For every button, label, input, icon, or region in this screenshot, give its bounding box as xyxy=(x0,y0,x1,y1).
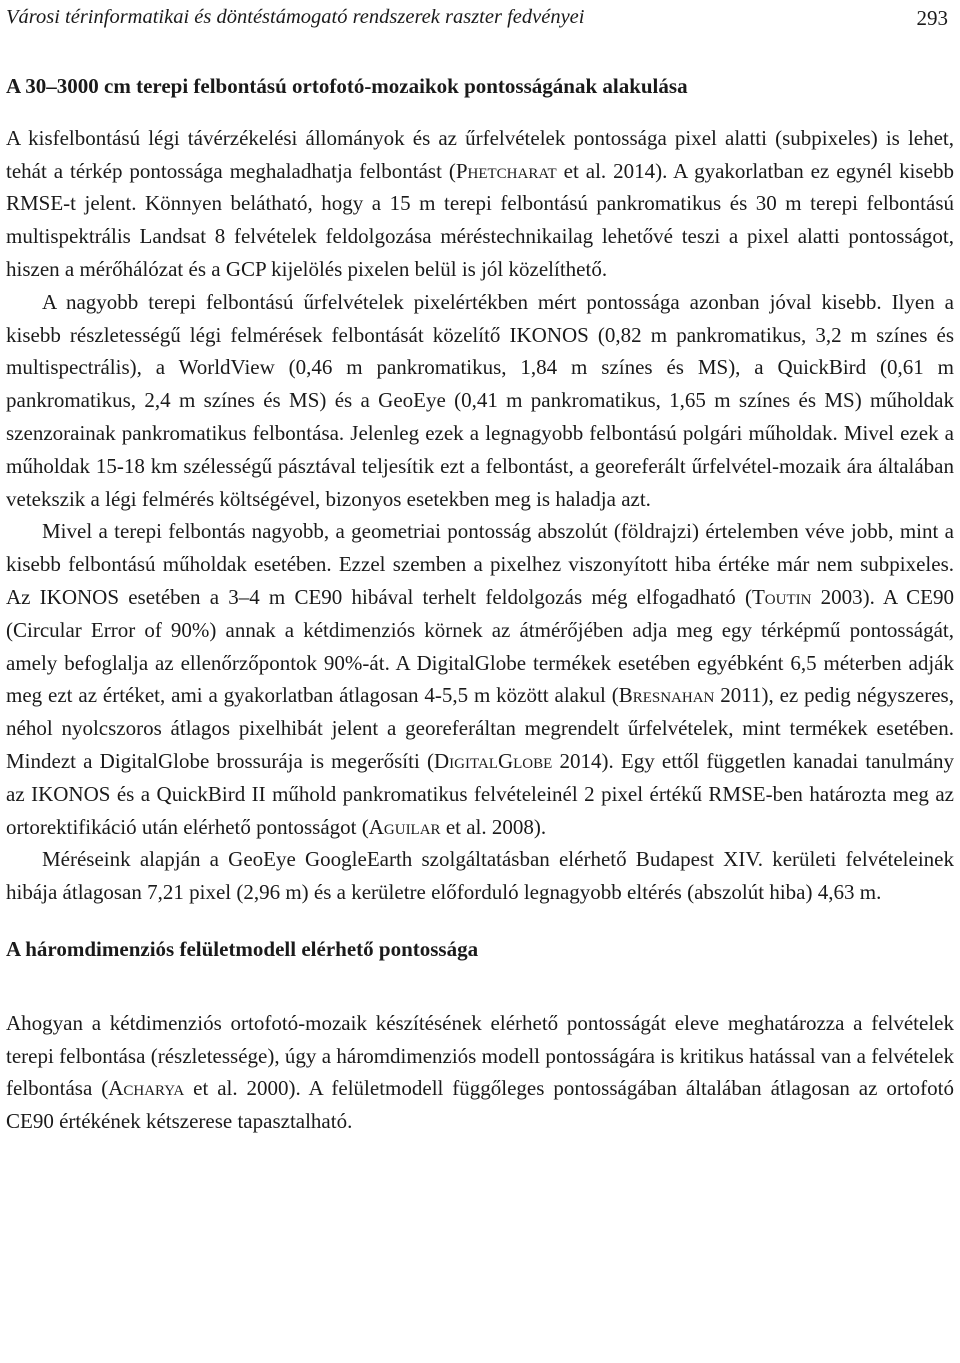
paragraph-text: 2014). Egy ettől független kanadai tanulmány az IKONOS és a QuickBird II műhold pankromatikus felvételeinél 2 pixel értékű RMSE-ben határozta meg az ortorektifikáció után elérhető pontosságot ( xyxy=(6,748,955,839)
paragraph-text: 2011), ez pedig négyszeres, néhol nyolcszoros átlagos pixelhibát jelent a georeferáltan megrendelt űrfelvételek, mint termékek esetében. Mindezt a DigitalGlobe brossurája is megerősíti ( xyxy=(6,683,954,773)
page-number: 293 xyxy=(916,6,948,30)
citation-author: Acharya xyxy=(108,1076,185,1101)
citation-author: Toutin xyxy=(751,584,812,609)
paragraph-3 xyxy=(6,515,954,843)
citation-author: DigitalGlobe xyxy=(434,748,553,773)
paragraph-text: et al. 2008). xyxy=(440,814,547,839)
citation-author: Bresnahan xyxy=(618,683,715,708)
paragraph-text: 2003). A CE90 (Circular Error of 90%) annak a kétdimenziós körnek az átmérőjében adja meg egy térképmű pontosságát, amely befoglalja az ellenőrzőpontok 90%-át. A DigitalGlobe termékek esetében egyébként 6,5 méterben adják meg ezt az értéket, ami a gyakorlatban átlagosan 4-5,5 m között alakul ( xyxy=(6,584,954,708)
running-title: Városi térinformatikai és döntéstámogató rendszerek raszter fedvényei xyxy=(6,6,585,28)
paragraph-text: A kisfelbontású légi távérzékelési állományok és az űrfelvételek pontossága pixel alatti (subpixeles) is lehet, tehát a térkép pontossága meghaladhatja felbontást ( xyxy=(6,125,954,183)
section-title-3d-model: A háromdimenziós felületmodell elérhető pontossága xyxy=(6,936,479,961)
section-title-ortofoto: A 30–3000 cm terepi felbontású ortofotó-mozaikok pontosságának alakulása xyxy=(6,74,688,98)
paragraph-5 xyxy=(6,1007,954,1138)
paragraph-2: A nagyobb terepi felbontású űrfelvételek pixelértékben mért pontossága azonban jóval kisebb. Ilyen a kisebb részletességű légi felmérések felbontását közelítő IKONOS (0,82 m pankromatikus, 3,2 m színes és multispectrális), a WorldView (0,46 m pankromatikus, 1,84 m színes és MS), a QuickBird (0,61 m pankromatikus, 2,4 m színes és MS) és a GeoEye (0,41 m pankromatikus, 1,65 m színes és MS) műholdak szenzorainak pankromatikus felbontása. Jelenleg ezek a legnagyobb felbontású polgári műholdak. Mivel ezek a műholdak 15-18 km szélességű pásztával teljesítik ezt a felbontást, a georeferált űrfelvétel-mozaik ára általában vetekszik a légi felmérés költségével, bizonyos esetekben meg is haladja azt. xyxy=(6,289,954,511)
page-body xyxy=(6,70,954,1138)
paragraph-text: Ahogyan a kétdimenziós ortofotó-mozaik készítésének elérhető pontosságát eleve meghatározza a felvételek terepi felbontása (részletessége), úgy a háromdimenziós modell pontosságára is kritikus hatással van a felvételek felbontása ( xyxy=(6,1010,954,1101)
paragraph-text: Mivel a terepi felbontás nagyobb, a geometriai pontosság abszolút (földrajzi) értelemben véve jobb, mint a kisebb felbontású műholdak esetében. Ezzel szemben a pixelhez viszonyított hiba értéke már nem subpixeles. Az IKONOS esetében a 3–4 m CE90 hibával terhelt feldolgozás még elfogadható ( xyxy=(6,519,954,609)
paragraph-text: et al. 2000). A felületmodell függőleges pontosságában általában átlagosan az ortofotó CE90 értékének kétszerese tapasztalható. xyxy=(6,1076,954,1134)
citation-author: Aguilar xyxy=(368,814,441,839)
paragraph-4: Méréseink alapján a GeoEye GoogleEarth szolgáltatásban elérhető Budapest XIV. kerületi felvételeinek hibája átlagosan 7,21 pixel (2,96 m) és a kerületre előforduló legnagyobb eltérés (abszolút hiba) 4,63 m. xyxy=(6,847,954,905)
citation-author: Phetcharat xyxy=(455,158,557,183)
paragraph-text: et al. 2014). A gyakorlatban ez egynél kisebb RMSE-t jelent. Könnyen belátható, hogy a 15 m terepi felbontású pankromatikus és 30 m terepi felbontású multispektrális Landsat 8 felvételek feldolgozása méréstechnikailag lehetővé teszi a pixel alatti pontosságot, hiszen a mérőhálózat és a GCP kijelölés pixelen belül is jól közelíthető. xyxy=(6,158,954,281)
page-header xyxy=(6,6,952,36)
paragraph-1 xyxy=(6,122,954,286)
